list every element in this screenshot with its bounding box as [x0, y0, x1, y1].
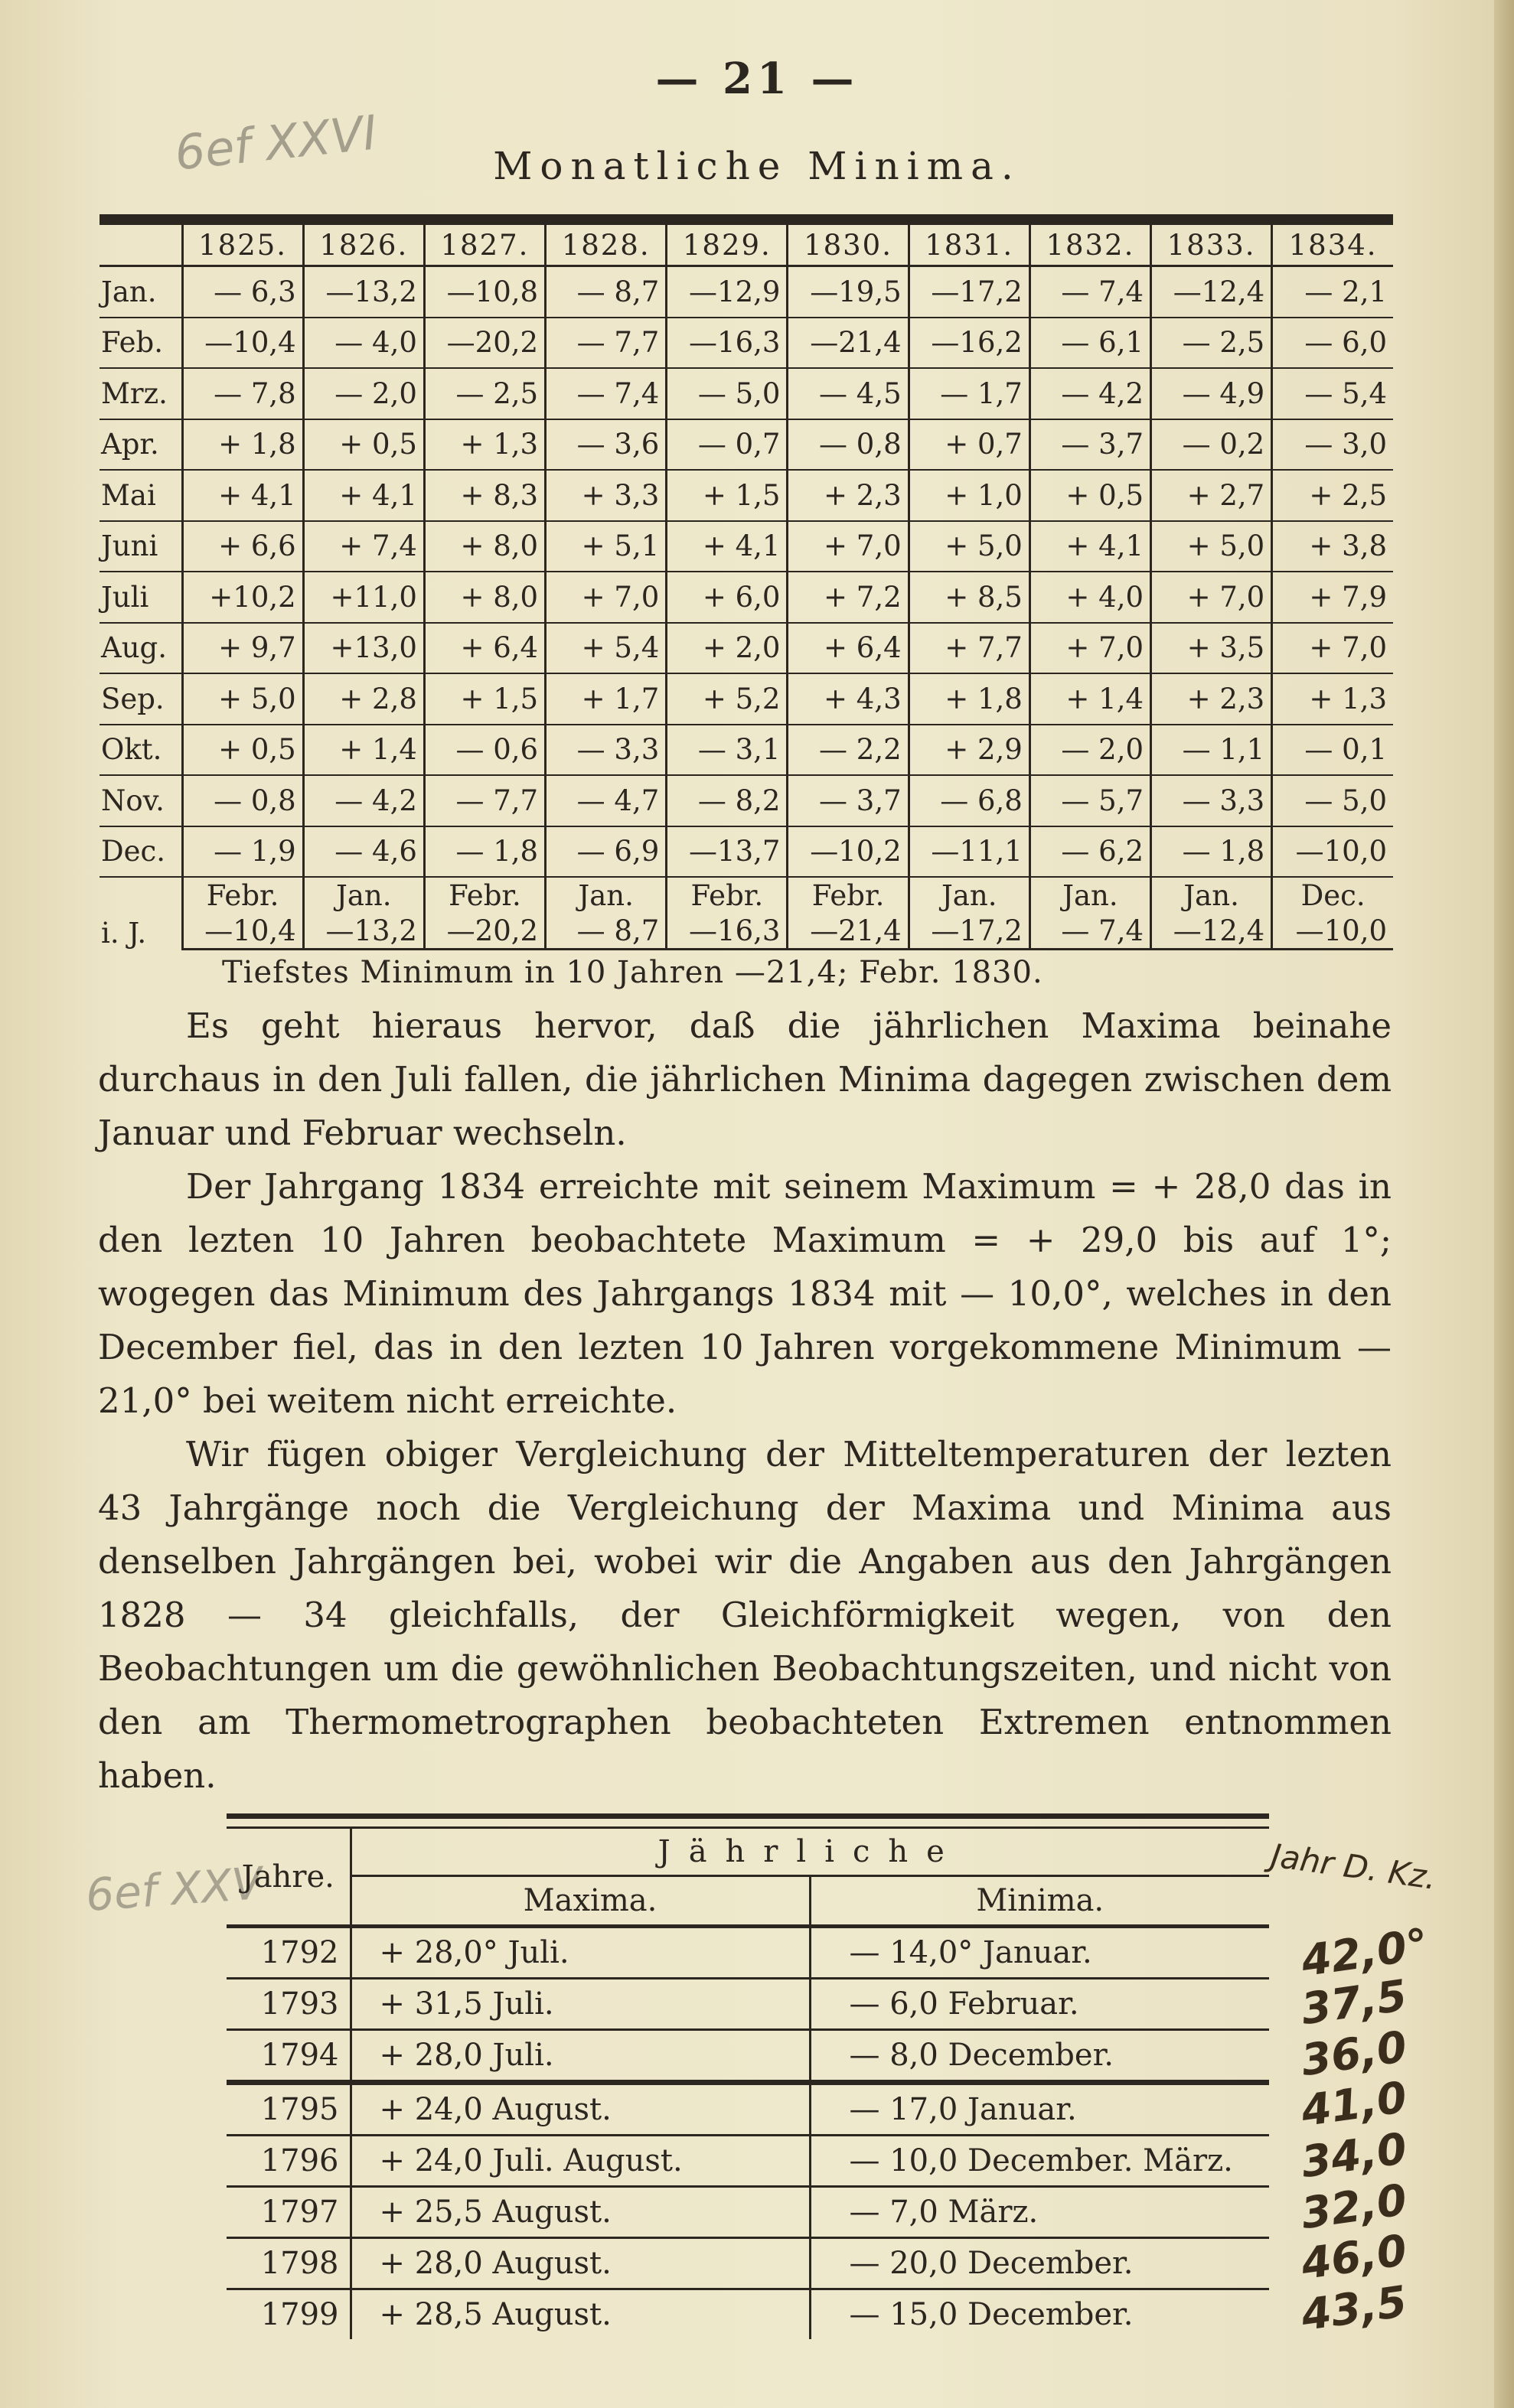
yearly-minimum-month: Febr.: [667, 877, 788, 913]
table-row: [100, 673, 1393, 725]
minimum-value: — 6,3: [182, 266, 303, 318]
minimum-value: — 8,7: [546, 266, 667, 318]
yearly-minimum-month: Dec.: [1300, 878, 1366, 912]
maximum-cell: + 28,5 August.: [351, 2289, 810, 2340]
minimum-value: — 1,1: [1151, 725, 1272, 776]
minimum-value: + 1,0: [909, 470, 1029, 521]
minimum-value: — 4,2: [303, 775, 424, 826]
minimum-value: — 0,2: [1151, 419, 1272, 471]
yearly-minimum-value: — 8,7: [546, 913, 667, 950]
column-header-maxima: Maxima.: [351, 1876, 810, 1927]
minimum-value: + 2,0: [667, 623, 788, 674]
minimum-value: —20,2: [424, 318, 545, 369]
minimum-value: + 2,3: [788, 470, 909, 521]
minimum-cell: — 14,0° Januar.: [810, 1927, 1269, 1979]
yearly-minimum-value: — 7,4: [1029, 913, 1150, 950]
minimum-value: — 1,8: [1151, 826, 1272, 878]
minimum-value: + 3,5: [1151, 623, 1272, 674]
yearly-minimum-value: —20,2: [424, 913, 545, 950]
handwritten-value: 41,0: [1298, 2072, 1411, 2137]
minimum-value: + 1,7: [546, 673, 667, 725]
minimum-value: + 2,7: [1151, 470, 1272, 521]
handwritten-value: 34,0: [1298, 2123, 1411, 2188]
page-spine-shadow: [1494, 0, 1514, 2408]
minimum-value: — 1,7: [909, 368, 1029, 419]
minimum-value: + 7,4: [303, 521, 424, 572]
year-cell: 1796: [227, 2136, 351, 2187]
table-title: Monatliche Minima.: [493, 144, 1021, 188]
yearly-minimum-month: Febr.: [788, 877, 909, 913]
month-label: Mai: [100, 470, 182, 521]
minimum-value: — 2,1: [1272, 266, 1393, 318]
maximum-cell: + 28,0 August.: [351, 2238, 810, 2289]
minimum-value: + 8,5: [909, 572, 1029, 623]
minimum-value: + 4,1: [1029, 521, 1150, 572]
minimum-value: + 1,8: [909, 673, 1029, 725]
minimum-value: + 5,0: [1151, 521, 1272, 572]
maximum-cell: + 24,0 August.: [351, 2083, 810, 2136]
minimum-value: + 5,2: [667, 673, 788, 725]
minimum-value: —21,4: [788, 318, 909, 369]
minimum-value: — 6,2: [1029, 826, 1150, 878]
yearly-minimum-value: —21,4: [788, 913, 909, 950]
minimum-value: —12,9: [667, 266, 788, 318]
minimum-value: — 4,6: [303, 826, 424, 878]
yearly-minimum-value: —10,4: [182, 913, 303, 950]
minimum-value: + 0,5: [182, 725, 303, 776]
handwritten-value: 37,5: [1298, 1970, 1411, 2035]
minimum-value: +11,0: [303, 572, 424, 623]
year-header: 1826.: [303, 224, 424, 266]
minimum-value: — 3,7: [1029, 419, 1150, 471]
minimum-value: + 1,5: [667, 470, 788, 521]
year-cell: 1798: [227, 2238, 351, 2289]
year-header: 1833.: [1151, 224, 1272, 266]
minimum-value: — 7,4: [546, 368, 667, 419]
year-header: 1832.: [1029, 224, 1150, 266]
minimum-value: —16,2: [909, 318, 1029, 369]
minimum-value: + 6,4: [424, 623, 545, 674]
minimum-value: — 1,9: [182, 826, 303, 878]
minimum-value: —11,1: [909, 826, 1029, 878]
yearly-month-row: [100, 877, 1393, 913]
table-row: [100, 775, 1393, 826]
minimum-value: + 1,3: [1272, 673, 1393, 725]
year-header: 1829.: [667, 224, 788, 266]
page-number: — 21 —: [655, 54, 859, 104]
minimum-value: — 3,1: [667, 725, 788, 776]
table-row: [227, 1979, 1269, 2030]
month-label: Apr.: [100, 419, 182, 471]
minimum-value: — 0,7: [667, 419, 788, 471]
handwritten-value: 46,0: [1298, 2225, 1411, 2290]
minimum-value: —13,2: [303, 266, 424, 318]
month-label: Dec.: [100, 826, 182, 878]
minimum-value: + 4,1: [182, 470, 303, 521]
minimum-value: —17,2: [909, 266, 1029, 318]
minimum-value: + 2,8: [303, 673, 424, 725]
minimum-cell: — 20,0 December.: [810, 2238, 1269, 2289]
maximum-cell: + 24,0 Juli. August.: [351, 2136, 810, 2187]
minimum-value: + 6,0: [667, 572, 788, 623]
yearly-minimum-value: —16,3: [667, 913, 788, 950]
monthly-minima-table: [100, 214, 1393, 950]
minimum-value: — 6,0: [1272, 318, 1393, 369]
year-cell: 1799: [227, 2289, 351, 2340]
minimum-value: + 2,5: [1272, 470, 1393, 521]
minimum-cell: — 6,0 Februar.: [810, 1979, 1269, 2030]
minimum-value: + 9,7: [182, 623, 303, 674]
column-header-jahre: Jahre.: [227, 1828, 351, 1927]
table-row: [100, 266, 1393, 318]
minimum-value: — 0,8: [182, 775, 303, 826]
minimum-value: — 3,6: [546, 419, 667, 471]
minimum-value: — 2,0: [303, 368, 424, 419]
minimum-value: — 5,0: [667, 368, 788, 419]
minimum-value: + 5,0: [182, 673, 303, 725]
year-header: 1830.: [788, 224, 909, 266]
minimum-value: + 1,4: [303, 725, 424, 776]
minimum-value: + 7,0: [788, 521, 909, 572]
year-cell: 1797: [227, 2187, 351, 2238]
year-cell: 1795: [227, 2083, 351, 2136]
annual-extremes-table: [227, 1813, 1269, 2339]
table-row: [227, 2136, 1269, 2187]
minimum-value: — 7,4: [1029, 266, 1150, 318]
month-label: Sep.: [100, 673, 182, 725]
yearly-minimum-month: Jan.: [909, 877, 1029, 913]
year-header: 1827.: [424, 224, 545, 266]
minimum-value: — 2,0: [1029, 725, 1150, 776]
lowest-minimum-caption: Tiefstes Minimum in 10 Jahren —21,4; Febr. 1830.: [222, 955, 1043, 990]
maximum-cell: + 28,0 Juli.: [351, 2030, 810, 2083]
minimum-value: — 5,7: [1029, 775, 1150, 826]
pencil-shelfmark-top: 6ef XXVI: [171, 104, 380, 181]
minimum-value: + 7,0: [1029, 623, 1150, 674]
minimum-value: — 6,1: [1029, 318, 1150, 369]
month-label: Nov.: [100, 775, 182, 826]
minimum-value: + 8,0: [424, 572, 545, 623]
minimum-value: — 4,7: [546, 775, 667, 826]
minimum-value: — 4,5: [788, 368, 909, 419]
table-row: [100, 521, 1393, 572]
table-row: [227, 2289, 1269, 2340]
month-label: Feb.: [100, 318, 182, 369]
yearly-minimum-value: —17,2: [909, 913, 1029, 950]
table-row: [227, 2083, 1269, 2136]
year-header: 1828.: [546, 224, 667, 266]
minimum-value: — 4,9: [1151, 368, 1272, 419]
maximum-cell: + 25,5 August.: [351, 2187, 810, 2238]
handwritten-column-header: Jahr D. Kz.: [1268, 1836, 1439, 1897]
minimum-cell: — 17,0 Januar.: [810, 2083, 1269, 2136]
minimum-value: — 7,7: [546, 318, 667, 369]
yearly-minimum-value: —13,2: [303, 913, 424, 950]
table-row: [100, 318, 1393, 369]
table-row: [227, 2030, 1269, 2083]
minimum-value: — 6,8: [909, 775, 1029, 826]
minimum-value: — 5,0: [1272, 775, 1393, 826]
month-label: Aug.: [100, 623, 182, 674]
minimum-value: —12,4: [1151, 266, 1272, 318]
minimum-value: —16,3: [667, 318, 788, 369]
month-label: Mrz.: [100, 368, 182, 419]
minimum-value: + 0,5: [303, 419, 424, 471]
minimum-value: + 7,9: [1272, 572, 1393, 623]
minimum-value: + 4,0: [1029, 572, 1150, 623]
maximum-cell: + 28,0° Juli.: [351, 1927, 810, 1979]
column-header-minima: Minima.: [810, 1876, 1269, 1927]
pencil-shelfmark-side: 6ef XXV: [83, 1857, 264, 1921]
yearly-minimum-month: Jan.: [1029, 877, 1150, 913]
minimum-cell: — 10,0 December. März.: [810, 2136, 1269, 2187]
year-cell: 1792: [227, 1927, 351, 1979]
handwritten-value: 42,0°: [1298, 1919, 1431, 1987]
yearly-value-row: [100, 913, 1393, 950]
minimum-value: + 0,7: [909, 419, 1029, 471]
year-header: 1834.: [1272, 224, 1393, 266]
table-row: [100, 623, 1393, 674]
minimum-value: — 2,5: [1151, 318, 1272, 369]
minimum-value: + 7,2: [788, 572, 909, 623]
minimum-value: — 3,7: [788, 775, 909, 826]
minimum-value: + 7,0: [1151, 572, 1272, 623]
month-label: Jan.: [100, 266, 182, 318]
minimum-value: + 4,3: [788, 673, 909, 725]
handwritten-value: 36,0: [1298, 2022, 1411, 2087]
minimum-value: —19,5: [788, 266, 909, 318]
minimum-value: + 6,6: [182, 521, 303, 572]
year-header: 1825.: [182, 224, 303, 266]
minimum-value: + 1,8: [182, 419, 303, 471]
minimum-value: — 2,5: [424, 368, 545, 419]
minimum-value: + 2,3: [1151, 673, 1272, 725]
minimum-value: + 3,8: [1272, 521, 1393, 572]
minimum-value: — 2,2: [788, 725, 909, 776]
minimum-value: — 5,4: [1272, 368, 1393, 419]
minimum-value: + 3,3: [546, 470, 667, 521]
month-label: Juli: [100, 572, 182, 623]
minimum-value: — 0,8: [788, 419, 909, 471]
table-row: [227, 2187, 1269, 2238]
yearly-minimum-month: Jan.: [546, 877, 667, 913]
yearly-minimum-month: Jan.: [303, 877, 424, 913]
minimum-value: —10,2: [788, 826, 909, 878]
handwritten-value: 32,0: [1298, 2175, 1411, 2240]
table-row: [100, 826, 1393, 878]
minimum-value: —10,8: [424, 266, 545, 318]
minimum-value: + 5,4: [546, 623, 667, 674]
minimum-value: + 1,3: [424, 419, 545, 471]
minimum-value: — 7,7: [424, 775, 545, 826]
year-header: 1831.: [909, 224, 1029, 266]
minimum-value: + 2,9: [909, 725, 1029, 776]
minimum-cell: — 8,0 December.: [810, 2030, 1269, 2083]
paragraph-3: Wir fügen obiger Vergleichung der Mitteltemperaturen der lezten 43 Jahrgänge noch die Vergleichung der Maxima und Minima aus denselben Jahrgängen bei, wobei wir die Angaben aus den Jahrgängen 1828 — 34 gleichfalls, der Gleichförmigkeit wegen, von den Beobachtungen um die gewöhnlichen Beobachtungszeiten, und nicht von den am Thermometrographen beobachteten Extremen entnommen haben.: [98, 1434, 1392, 1796]
minimum-value: +10,2: [182, 572, 303, 623]
header-corner: [100, 224, 182, 266]
minimum-value: — 3,3: [546, 725, 667, 776]
minimum-value: —10,4: [182, 318, 303, 369]
minimum-value: — 1,8: [424, 826, 545, 878]
minimum-value: + 8,3: [424, 470, 545, 521]
minimum-value: —13,7: [667, 826, 788, 878]
minimum-value: — 3,3: [1151, 775, 1272, 826]
table-row: [100, 572, 1393, 623]
paragraph-2: Der Jahrgang 1834 erreichte mit seinem Maximum = + 28,0 das in den lezten 10 Jahren beobachtete Maximum = + 29,0 bis auf 1°; wogegen das Minimum des Jahrgangs 1834 mit — 10,0°, welches in den December fiel, das in den lezten 10 Jahren vorgekommene Minimum — 21,0° bei weitem nicht erreichte.: [98, 1166, 1392, 1421]
minimum-value: + 7,0: [546, 572, 667, 623]
year-cell: 1793: [227, 1979, 351, 2030]
yearly-minimum-month: Febr.: [182, 877, 303, 913]
minimum-value: + 5,0: [909, 521, 1029, 572]
minimum-value: + 1,5: [424, 673, 545, 725]
table-row: [100, 725, 1393, 776]
month-label: Okt.: [100, 725, 182, 776]
minimum-value: — 3,0: [1272, 419, 1393, 471]
minimum-value: —10,0: [1272, 826, 1393, 878]
minimum-cell: — 15,0 December.: [849, 2297, 1134, 2332]
minimum-value: — 0,6: [424, 725, 545, 776]
column-header-jaehrliche: Jährliche: [351, 1828, 1269, 1876]
minimum-value: — 4,0: [303, 318, 424, 369]
minimum-value: — 4,2: [1029, 368, 1150, 419]
minimum-value: + 4,1: [667, 521, 788, 572]
handwritten-value: 43,5: [1298, 2276, 1411, 2341]
minimum-value: — 8,2: [667, 775, 788, 826]
minimum-value: + 7,0: [1272, 623, 1393, 674]
minimum-value: — 6,9: [546, 826, 667, 878]
yearly-minimum-month: Jan.: [1151, 877, 1272, 913]
minimum-value: + 5,1: [546, 521, 667, 572]
table-row: [100, 470, 1393, 521]
table-row: [100, 419, 1393, 471]
yearly-minimum-value: —12,4: [1151, 913, 1272, 950]
minimum-value: + 7,7: [909, 623, 1029, 674]
minimum-value: + 8,0: [424, 521, 545, 572]
minimum-value: — 7,8: [182, 368, 303, 419]
minimum-value: — 0,1: [1272, 725, 1393, 776]
minimum-value: + 0,5: [1029, 470, 1150, 521]
yearly-minimum-value: —10,0: [1272, 913, 1393, 950]
minimum-value: + 6,4: [788, 623, 909, 674]
year-cell: 1794: [227, 2030, 351, 2083]
minimum-value: +13,0: [303, 623, 424, 674]
minimum-value: + 1,4: [1029, 673, 1150, 725]
paragraph-1: Es geht hieraus hervor, daß die jährlichen Maxima beinahe durchaus in den Juli fallen, die jährlichen Minima dagegen zwischen dem Januar und Februar wechseln.: [98, 1005, 1392, 1153]
minimum-cell: — 7,0 März.: [810, 2187, 1269, 2238]
table-row: [227, 2238, 1269, 2289]
year-row-label: i. J.: [100, 877, 182, 950]
table-row: [227, 1927, 1269, 1979]
minimum-value: + 4,1: [303, 470, 424, 521]
table-row: [100, 368, 1393, 419]
yearly-minimum-month: Febr.: [424, 877, 545, 913]
maximum-cell: + 31,5 Juli.: [351, 1979, 810, 2030]
month-label: Juni: [100, 521, 182, 572]
